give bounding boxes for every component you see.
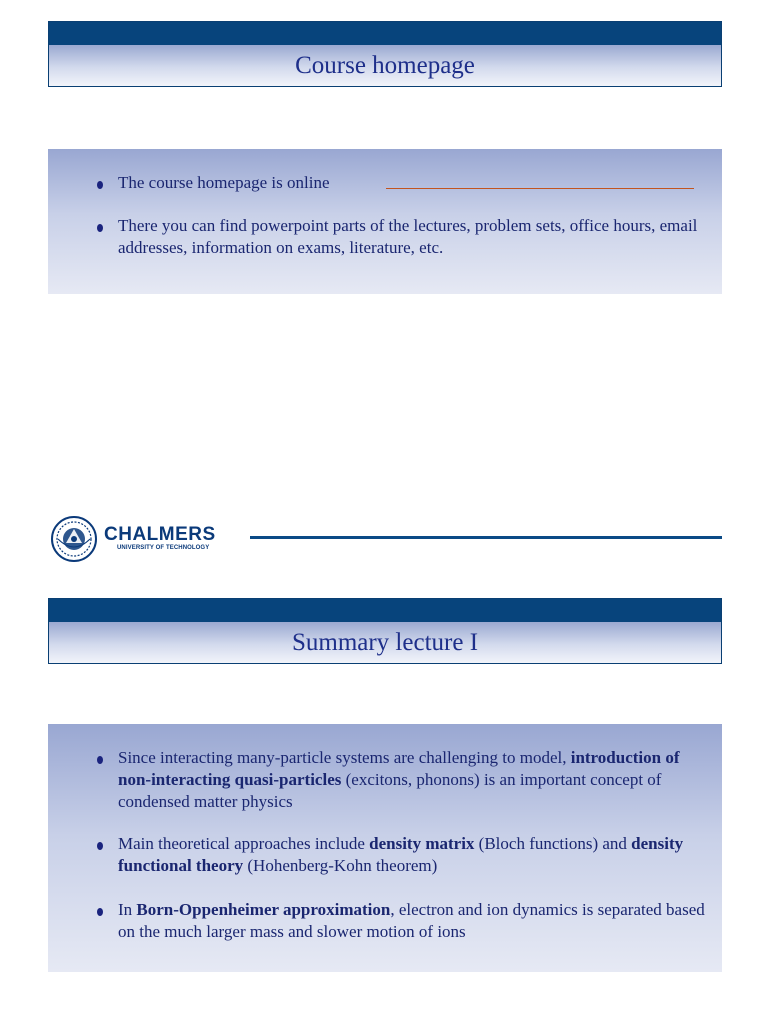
bullet-text: In [118, 900, 137, 919]
bullet-item [118, 172, 708, 194]
bullet-text: (excitons, phonons) is an important concept of condensed matter physics [118, 770, 662, 811]
bullet-item [118, 215, 708, 259]
slide1-content-box [48, 149, 722, 294]
logo-name: CHALMERS [104, 524, 216, 545]
bullet-text: Main theoretical approaches include [118, 834, 370, 853]
bullet-text: Since interacting many-particle systems are challenging to model, [118, 748, 571, 767]
slide2-title-bar [48, 598, 722, 664]
bullet-icon [97, 908, 103, 916]
bullet-icon [97, 224, 103, 232]
bullet-bold-text: introduction of non-interacting quasi-particles [118, 748, 680, 789]
bullet-icon [97, 181, 103, 189]
bullet-icon [97, 756, 103, 764]
bullet-text: (Hohenberg-Kohn theorem) [243, 856, 438, 875]
slide1-title: Course homepage [295, 51, 475, 79]
slide2-content-box [48, 724, 722, 972]
logo-separator-line [250, 536, 722, 539]
logo-subtitle: UNIVERSITY OF TECHNOLOGY [117, 545, 210, 551]
title-area [49, 45, 721, 86]
chalmers-seal-icon [50, 515, 98, 563]
bullet-item [118, 899, 708, 943]
bullet-item [118, 747, 708, 813]
bullet-text: (Bloch functions) and [474, 834, 632, 853]
title-area [49, 622, 721, 663]
homepage-link-underline[interactable] [386, 188, 694, 189]
bullet-text: , electron and ion dynamics is separated based on the much larger mass and slower motion of ions [118, 900, 705, 941]
bullet-text: The course homepage is online [118, 173, 330, 192]
bullet-bold-text: density matrix [369, 834, 475, 853]
bullet-item [118, 833, 708, 877]
bullet-bold-text: density functional theory [118, 834, 684, 875]
title-top-band [49, 22, 721, 45]
bullet-text: There you can find powerpoint parts of the lectures, problem sets, office hours, email addresses, information on exams, literature, etc. [118, 216, 698, 257]
title-top-band [49, 599, 721, 622]
bullet-bold-text: Born-Oppenheimer approximation [136, 900, 391, 919]
slide2-title: Summary lecture I [291, 628, 479, 656]
slide1-title-bar [48, 21, 722, 87]
bullet-icon [97, 842, 103, 850]
